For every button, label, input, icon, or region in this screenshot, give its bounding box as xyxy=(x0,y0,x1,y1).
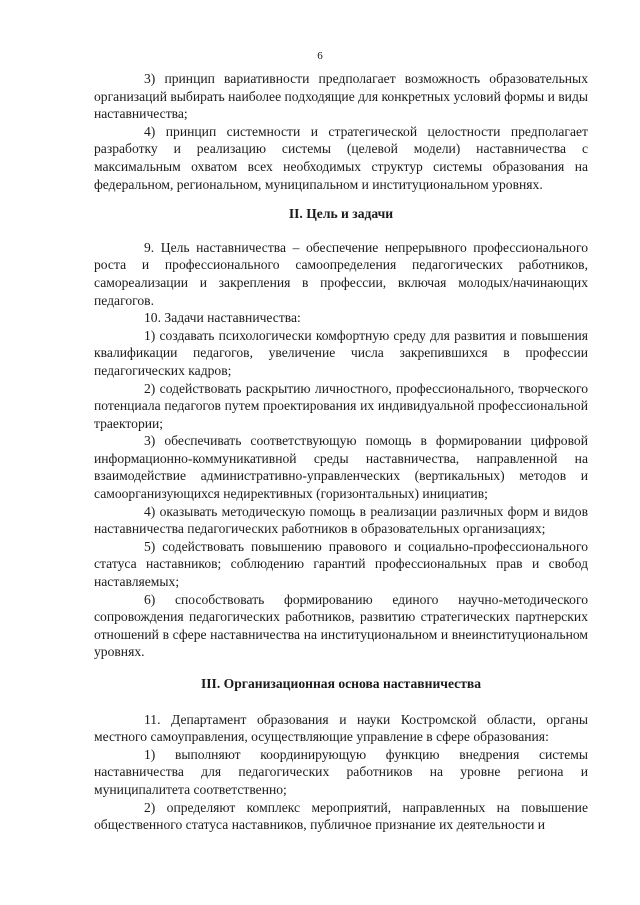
paragraph-task-1: 1) создавать психологически комфортную среду для развития и повышения квалификации педагогов, увеличение числа закрепившихся в профессии педагогических кадров; xyxy=(94,327,588,378)
paragraph-task-5: 5) содействовать повышению правового и социально-профессионального статуса наставников; соблюдению гарантий профессиональных прав и свобод наставляемых; xyxy=(94,538,588,590)
paragraph-item-10: 10. Задачи наставничества: xyxy=(144,310,301,326)
paragraph-task-3: 3) обеспечивать соответствующую помощь в формировании цифровой информационно-коммуникативной среды наставничества, направленной на взаимодействие административно-управленческих (вертикальных) методов и самоорганизующихся недирективных (горизонтальных) инициатив; xyxy=(94,433,588,502)
paragraph-task-4: 4) оказывать методическую помощь в реализации различных форм и видов наставничества педагогических работников в образовательных организациях; xyxy=(94,503,588,537)
paragraph-task-6: 6) способствовать формированию единого научно-методического сопровождения педагогических работников, развитию стратегических партнерских отношений в сфере наставничества на институциональном и внеинституциональном уровнях. xyxy=(94,591,588,660)
document-body xyxy=(94,70,588,834)
paragraph-item-11: 11. Департамент образования и науки Костромской области, органы местного самоуправления, осуществляющие управление в сфере образования: xyxy=(94,711,588,745)
section-heading-goal: II. Цель и задачи xyxy=(288,206,394,222)
paragraph-duty-1: 1) выполняют координирующую функцию внедрения системы наставничества для педагогических работников на уровне региона и муниципалитета соответственно; xyxy=(94,746,588,797)
paragraph-item-9: 9. Цель наставничества – обеспечение непрерывного профессионального роста и профессионального самоопределения педагогических работников, самореализации и закрепления в профессии, включая молодых/начинающих педагогов. xyxy=(94,239,588,308)
page-number: 6 xyxy=(317,50,323,62)
paragraph-task-2: 2) содействовать раскрытию личностного, профессионального, творческого потенциала педагогов путем проектирования их индивидуальной профессиональной траектории; xyxy=(94,380,588,431)
paragraph-duty-2: 2) определяют комплекс мероприятий, направленных на повышение общественного статуса наставников, публичное признание их деятельности и xyxy=(94,799,588,833)
paragraph-principle-4: 4) принцип системности и стратегической целостности предполагает разработку и реализацию системы (целевой модели) наставничества с максимальным охватом всех необходимых структур системы образования на федеральном, региональном, муниципальном и институциональном уровнях. xyxy=(94,123,588,192)
section-heading-organization: III. Организационная основа наставничества xyxy=(200,676,482,691)
paragraph-principle-3: 3) принцип вариативности предполагает возможность образовательных организаций выбирать наиболее подходящие для конкретных условий формы и виды наставничества; xyxy=(94,71,588,122)
